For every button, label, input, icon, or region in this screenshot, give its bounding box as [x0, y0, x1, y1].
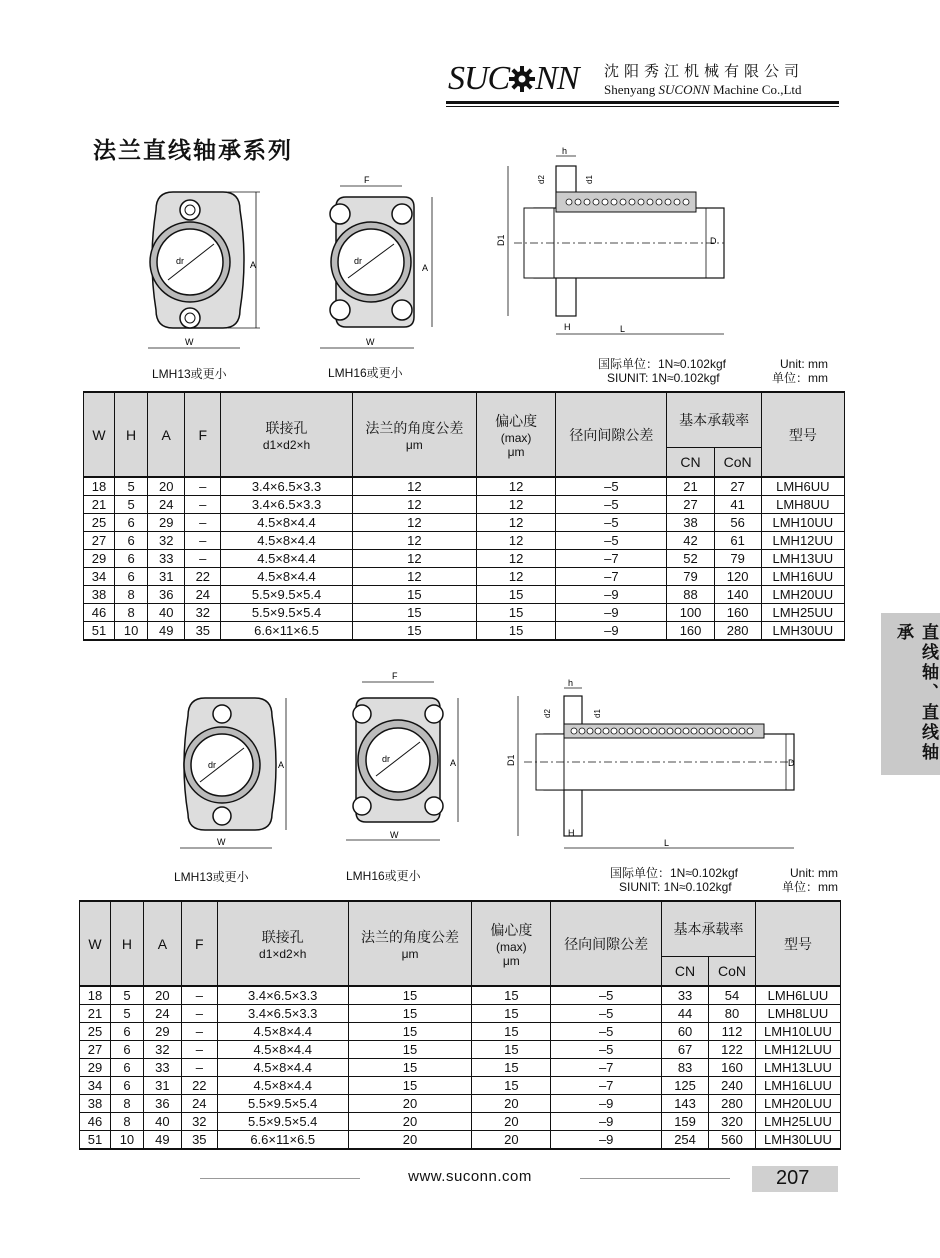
- svg-text:d2: d2: [543, 709, 552, 718]
- cell-a: 33: [148, 550, 185, 568]
- cell-model: LMH10UU: [761, 514, 844, 532]
- svg-text:A: A: [278, 760, 285, 770]
- cell-radial: –9: [556, 622, 667, 641]
- units-note: 国际单位：1N≈0.102kgf Unit: mm SIUNIT: 1N≈0.102kgf 单位：mm: [598, 357, 828, 385]
- cell-hole: 5.5×9.5×5.4: [221, 604, 352, 622]
- header-f: F: [181, 901, 217, 986]
- caption-lmh16-2: LMH16或更小: [346, 869, 421, 883]
- cell-con: 112: [709, 1023, 756, 1041]
- cell-radial: –5: [556, 514, 667, 532]
- cell-radial: –5: [551, 1005, 662, 1023]
- cell-a: 31: [143, 1077, 181, 1095]
- table-row: [84, 568, 845, 586]
- cell-radial: –7: [556, 568, 667, 586]
- cell-angle: 15: [348, 1041, 472, 1059]
- cell-ecc: 12: [477, 496, 556, 514]
- page-number: 207: [752, 1166, 838, 1192]
- cell-f: –: [181, 986, 217, 1005]
- cell-model: LMH25LUU: [755, 1113, 840, 1131]
- cell-cn: 254: [662, 1131, 709, 1150]
- header-model: 型号: [761, 392, 844, 477]
- table-row: [80, 1095, 841, 1113]
- cell-angle: 15: [348, 986, 472, 1005]
- label-h: h: [562, 146, 568, 156]
- label-f: F: [364, 175, 370, 185]
- cell-hole: 5.5×9.5×5.4: [217, 1095, 348, 1113]
- svg-text:dr: dr: [208, 760, 217, 770]
- cell-w: 34: [84, 568, 115, 586]
- cell-f: 32: [181, 1113, 217, 1131]
- cell-model: LMH20LUU: [755, 1095, 840, 1113]
- header-rule: [446, 101, 839, 104]
- label-d1-flange: D1: [496, 234, 506, 246]
- cell-a: 36: [148, 586, 185, 604]
- cell-model: LMH6UU: [761, 477, 844, 496]
- cell-hole: 4.5×8×4.4: [217, 1077, 348, 1095]
- page-title: 法兰直线轴承系列: [93, 138, 293, 164]
- header-a: A: [143, 901, 181, 986]
- svg-text:dr: dr: [382, 754, 391, 764]
- label-l: L: [620, 324, 626, 334]
- cell-w: 46: [80, 1113, 111, 1131]
- cell-con: 280: [714, 622, 761, 641]
- cell-f: –: [181, 1059, 217, 1077]
- cell-w: 18: [84, 477, 115, 496]
- cell-f: –: [185, 496, 221, 514]
- cell-a: 40: [143, 1113, 181, 1131]
- cell-hole: 3.4×6.5×3.3: [221, 477, 352, 496]
- cell-h: 5: [115, 496, 148, 514]
- flange-diagram-lmh16-1: [306, 172, 456, 357]
- cell-angle: 15: [348, 1077, 472, 1095]
- cell-angle: 15: [348, 1059, 472, 1077]
- table-row: [80, 1113, 841, 1131]
- spec-table-uu: [83, 391, 845, 641]
- cell-w: 46: [84, 604, 115, 622]
- table-row: [84, 586, 845, 604]
- cell-model: LMH25UU: [761, 604, 844, 622]
- cell-ecc: 15: [477, 604, 556, 622]
- table-row: [80, 986, 841, 1005]
- cell-h: 8: [115, 604, 148, 622]
- cell-hole: 6.6×11×6.5: [221, 622, 352, 641]
- cell-f: 35: [185, 622, 221, 641]
- cell-w: 21: [80, 1005, 111, 1023]
- cell-radial: –5: [556, 496, 667, 514]
- cell-h: 6: [110, 1059, 143, 1077]
- cell-cn: 38: [667, 514, 714, 532]
- cell-ecc: 15: [472, 1023, 551, 1041]
- cell-ecc: 12: [477, 514, 556, 532]
- table-row: [80, 1059, 841, 1077]
- cell-a: 31: [148, 568, 185, 586]
- cell-hole: 4.5×8×4.4: [221, 568, 352, 586]
- cell-h: 5: [110, 986, 143, 1005]
- header-cn: CN: [667, 447, 714, 477]
- svg-text:d1: d1: [593, 709, 602, 718]
- cell-angle: 20: [348, 1131, 472, 1150]
- cell-hole: 5.5×9.5×5.4: [217, 1113, 348, 1131]
- cell-a: 49: [143, 1131, 181, 1150]
- cell-f: –: [181, 1005, 217, 1023]
- cell-h: 6: [115, 514, 148, 532]
- cell-hole: 3.4×6.5×3.3: [217, 986, 348, 1005]
- cell-f: –: [185, 514, 221, 532]
- cell-ecc: 12: [477, 532, 556, 550]
- cell-a: 33: [143, 1059, 181, 1077]
- cell-angle: 12: [352, 568, 476, 586]
- cell-h: 6: [115, 550, 148, 568]
- cell-radial: –9: [556, 586, 667, 604]
- cell-hole: 4.5×8×4.4: [217, 1023, 348, 1041]
- cell-w: 27: [80, 1041, 111, 1059]
- svg-text:A: A: [450, 758, 457, 768]
- gear-icon: [509, 66, 535, 92]
- cell-f: –: [181, 1041, 217, 1059]
- cell-model: LMH8LUU: [755, 1005, 840, 1023]
- table-row: [84, 550, 845, 568]
- label-d1: d1: [585, 175, 594, 184]
- cell-con: 240: [709, 1077, 756, 1095]
- cell-cn: 44: [662, 1005, 709, 1023]
- table-row: [84, 604, 845, 622]
- cell-angle: 20: [348, 1113, 472, 1131]
- spec-table-luu: [79, 900, 841, 1150]
- cell-ecc: 15: [477, 622, 556, 641]
- cell-model: LMH6LUU: [755, 986, 840, 1005]
- header-radial: 径向间隙公差: [551, 901, 662, 986]
- cell-cn: 52: [667, 550, 714, 568]
- cell-con: 560: [709, 1131, 756, 1150]
- label-h-flange: H: [564, 322, 571, 332]
- cell-hole: 4.5×8×4.4: [221, 514, 352, 532]
- cell-a: 32: [143, 1041, 181, 1059]
- cell-model: LMH12UU: [761, 532, 844, 550]
- cell-model: LMH10LUU: [755, 1023, 840, 1041]
- svg-text:dr: dr: [354, 256, 363, 266]
- cell-angle: 12: [352, 514, 476, 532]
- cell-con: 160: [714, 604, 761, 622]
- caption-lmh13: LMH13或更小: [152, 367, 227, 381]
- svg-text:L: L: [664, 838, 670, 848]
- label-dr: dr: [176, 256, 185, 266]
- cell-a: 40: [148, 604, 185, 622]
- cell-model: LMH30UU: [761, 622, 844, 641]
- header-con: CoN: [714, 447, 761, 477]
- cell-ecc: 12: [477, 568, 556, 586]
- svg-text:W: W: [217, 837, 226, 847]
- cell-a: 29: [143, 1023, 181, 1041]
- cell-angle: 20: [348, 1095, 472, 1113]
- cell-model: LMH8UU: [761, 496, 844, 514]
- cell-f: 35: [181, 1131, 217, 1150]
- cell-a: 24: [143, 1005, 181, 1023]
- cell-con: 41: [714, 496, 761, 514]
- cell-h: 10: [110, 1131, 143, 1150]
- cell-model: LMH13UU: [761, 550, 844, 568]
- cell-f: 32: [185, 604, 221, 622]
- website-link[interactable]: www.suconn.com: [408, 1168, 532, 1185]
- svg-text:W: W: [366, 337, 375, 347]
- cell-con: 56: [714, 514, 761, 532]
- cell-angle: 12: [352, 550, 476, 568]
- cell-cn: 33: [662, 986, 709, 1005]
- table-row: [84, 514, 845, 532]
- cell-hole: 3.4×6.5×3.3: [221, 496, 352, 514]
- cell-w: 27: [84, 532, 115, 550]
- cell-cn: 159: [662, 1113, 709, 1131]
- cell-w: 25: [84, 514, 115, 532]
- cell-con: 27: [714, 477, 761, 496]
- cell-angle: 15: [352, 604, 476, 622]
- cell-angle: 12: [352, 532, 476, 550]
- cell-w: 51: [84, 622, 115, 641]
- cell-a: 36: [143, 1095, 181, 1113]
- label-a: A: [250, 260, 257, 270]
- cell-angle: 15: [348, 1023, 472, 1041]
- table-row: [80, 1023, 841, 1041]
- header-angle: 法兰的角度公差 μm: [352, 392, 476, 477]
- cell-hole: 6.6×11×6.5: [217, 1131, 348, 1150]
- cell-ecc: 15: [477, 586, 556, 604]
- svg-text:W: W: [390, 830, 399, 840]
- cell-cn: 125: [662, 1077, 709, 1095]
- cell-angle: 12: [352, 477, 476, 496]
- cell-radial: –9: [551, 1095, 662, 1113]
- cell-radial: –5: [551, 1023, 662, 1041]
- cell-radial: –9: [556, 604, 667, 622]
- cell-w: 38: [80, 1095, 111, 1113]
- cell-f: 22: [181, 1077, 217, 1095]
- cell-cn: 21: [667, 477, 714, 496]
- cell-model: LMH16UU: [761, 568, 844, 586]
- header-hole: 联接孔 d1×d2×h: [221, 392, 352, 477]
- header-ecc: 偏心度 (max) μm: [472, 901, 551, 986]
- cell-cn: 100: [667, 604, 714, 622]
- cell-h: 6: [110, 1041, 143, 1059]
- cell-cn: 143: [662, 1095, 709, 1113]
- cell-w: 25: [80, 1023, 111, 1041]
- header-f: F: [185, 392, 221, 477]
- table-row: [84, 622, 845, 641]
- header-h: H: [110, 901, 143, 986]
- label-d: D: [710, 236, 717, 246]
- cell-angle: 15: [352, 586, 476, 604]
- caption-lmh16: LMH16或更小: [328, 366, 403, 380]
- header-h: H: [115, 392, 148, 477]
- cell-f: 24: [185, 586, 221, 604]
- cell-hole: 3.4×6.5×3.3: [217, 1005, 348, 1023]
- brand-logo: SUC NN: [448, 60, 579, 97]
- header-cn: CN: [662, 956, 709, 986]
- cell-ecc: 20: [472, 1095, 551, 1113]
- cell-cn: 88: [667, 586, 714, 604]
- cell-f: –: [185, 532, 221, 550]
- header-w: W: [84, 392, 115, 477]
- cell-radial: –7: [551, 1059, 662, 1077]
- label-d2: d2: [537, 175, 546, 184]
- cell-con: 320: [709, 1113, 756, 1131]
- header-w: W: [80, 901, 111, 986]
- header-ecc: 偏心度 (max) μm: [477, 392, 556, 477]
- cell-ecc: 15: [472, 1077, 551, 1095]
- cell-a: 20: [143, 986, 181, 1005]
- cell-ecc: 15: [472, 986, 551, 1005]
- cell-radial: –9: [551, 1131, 662, 1150]
- cell-a: 20: [148, 477, 185, 496]
- header-hole: 联接孔 d1×d2×h: [217, 901, 348, 986]
- cell-radial: –5: [556, 532, 667, 550]
- cell-a: 32: [148, 532, 185, 550]
- header-rule-thin: [446, 106, 839, 107]
- cell-w: 21: [84, 496, 115, 514]
- svg-text:A: A: [422, 263, 429, 273]
- table-row: [84, 496, 845, 514]
- cell-ecc: 15: [472, 1005, 551, 1023]
- header-con: CoN: [709, 956, 756, 986]
- caption-lmh13-2: LMH13或更小: [174, 870, 249, 884]
- header-radial: 径向间隙公差: [556, 392, 667, 477]
- cell-con: 140: [714, 586, 761, 604]
- cell-h: 5: [110, 1005, 143, 1023]
- svg-text:F: F: [392, 671, 398, 681]
- table-row: [80, 1077, 841, 1095]
- cell-radial: –9: [551, 1113, 662, 1131]
- cell-model: LMH13LUU: [755, 1059, 840, 1077]
- cell-h: 6: [110, 1077, 143, 1095]
- cell-cn: 42: [667, 532, 714, 550]
- cell-w: 51: [80, 1131, 111, 1150]
- cell-cn: 67: [662, 1041, 709, 1059]
- cell-model: LMH30LUU: [755, 1131, 840, 1150]
- cell-con: 280: [709, 1095, 756, 1113]
- cell-w: 34: [80, 1077, 111, 1095]
- cell-h: 10: [115, 622, 148, 641]
- cell-radial: –7: [551, 1077, 662, 1095]
- cell-hole: 4.5×8×4.4: [221, 550, 352, 568]
- header-a: A: [148, 392, 185, 477]
- cell-cn: 83: [662, 1059, 709, 1077]
- cell-angle: 15: [352, 622, 476, 641]
- cell-con: 122: [709, 1041, 756, 1059]
- cell-a: 49: [148, 622, 185, 641]
- cell-ecc: 12: [477, 477, 556, 496]
- cell-h: 6: [115, 532, 148, 550]
- table-row: [84, 477, 845, 496]
- table-row: [84, 532, 845, 550]
- cell-radial: –5: [551, 986, 662, 1005]
- cell-hole: 4.5×8×4.4: [221, 532, 352, 550]
- label-w: W: [185, 337, 194, 347]
- cell-con: 79: [714, 550, 761, 568]
- header-model: 型号: [755, 901, 840, 986]
- cell-w: 18: [80, 986, 111, 1005]
- cell-con: 54: [709, 986, 756, 1005]
- cell-hole: 5.5×9.5×5.4: [221, 586, 352, 604]
- cell-ecc: 15: [472, 1059, 551, 1077]
- cell-angle: 12: [352, 496, 476, 514]
- cell-con: 160: [709, 1059, 756, 1077]
- company-name-en: Shenyang SUCONN Machine Co.,Ltd: [604, 82, 802, 97]
- cell-radial: –5: [551, 1041, 662, 1059]
- svg-text:H: H: [568, 828, 575, 838]
- cell-cn: 60: [662, 1023, 709, 1041]
- cell-con: 61: [714, 532, 761, 550]
- cell-hole: 4.5×8×4.4: [217, 1041, 348, 1059]
- cell-h: 8: [115, 586, 148, 604]
- cell-h: 5: [115, 477, 148, 496]
- cell-con: 80: [709, 1005, 756, 1023]
- cell-w: 29: [80, 1059, 111, 1077]
- company-name-cn: 沈阳秀江机械有限公司: [604, 62, 805, 80]
- cell-ecc: 15: [472, 1041, 551, 1059]
- table-row: [80, 1131, 841, 1150]
- cell-f: 24: [181, 1095, 217, 1113]
- table-row: [80, 1005, 841, 1023]
- cell-model: LMH20UU: [761, 586, 844, 604]
- cell-ecc: 12: [477, 550, 556, 568]
- header-load: 基本承载率: [667, 392, 761, 447]
- svg-text:h: h: [568, 678, 574, 688]
- cell-ecc: 20: [472, 1131, 551, 1150]
- cell-a: 29: [148, 514, 185, 532]
- cell-f: –: [185, 550, 221, 568]
- flange-diagram-lmh16-2: [330, 670, 480, 850]
- cell-con: 120: [714, 568, 761, 586]
- cell-radial: –5: [556, 477, 667, 496]
- cell-f: –: [181, 1023, 217, 1041]
- svg-text:D: D: [788, 758, 795, 768]
- cell-hole: 4.5×8×4.4: [217, 1059, 348, 1077]
- cell-cn: 79: [667, 568, 714, 586]
- cell-ecc: 20: [472, 1113, 551, 1131]
- flange-diagram-lmh13-1: [128, 180, 278, 360]
- cell-w: 38: [84, 586, 115, 604]
- header-load: 基本承载率: [662, 901, 756, 956]
- cell-f: 22: [185, 568, 221, 586]
- header-angle: 法兰的角度公差 μm: [348, 901, 472, 986]
- cell-h: 6: [110, 1023, 143, 1041]
- cell-cn: 27: [667, 496, 714, 514]
- cell-model: LMH16LUU: [755, 1077, 840, 1095]
- cell-angle: 15: [348, 1005, 472, 1023]
- cell-radial: –7: [556, 550, 667, 568]
- units-note-2: 国际单位：1N≈0.102kgf Unit: mm SIUNIT: 1N≈0.102kgf 单位：mm: [610, 866, 838, 894]
- table-row: [80, 1041, 841, 1059]
- section-diagram-2: [504, 676, 804, 856]
- cell-h: 8: [110, 1113, 143, 1131]
- svg-text:D1: D1: [506, 754, 516, 766]
- cell-h: 8: [110, 1095, 143, 1113]
- cell-a: 24: [148, 496, 185, 514]
- cell-f: –: [185, 477, 221, 496]
- flange-diagram-lmh13-2: [160, 688, 310, 858]
- section-diagram-1: [494, 144, 734, 344]
- side-tab: 直线轴、直线轴承: [881, 613, 940, 775]
- cell-model: LMH12LUU: [755, 1041, 840, 1059]
- cell-w: 29: [84, 550, 115, 568]
- cell-cn: 160: [667, 622, 714, 641]
- cell-h: 6: [115, 568, 148, 586]
